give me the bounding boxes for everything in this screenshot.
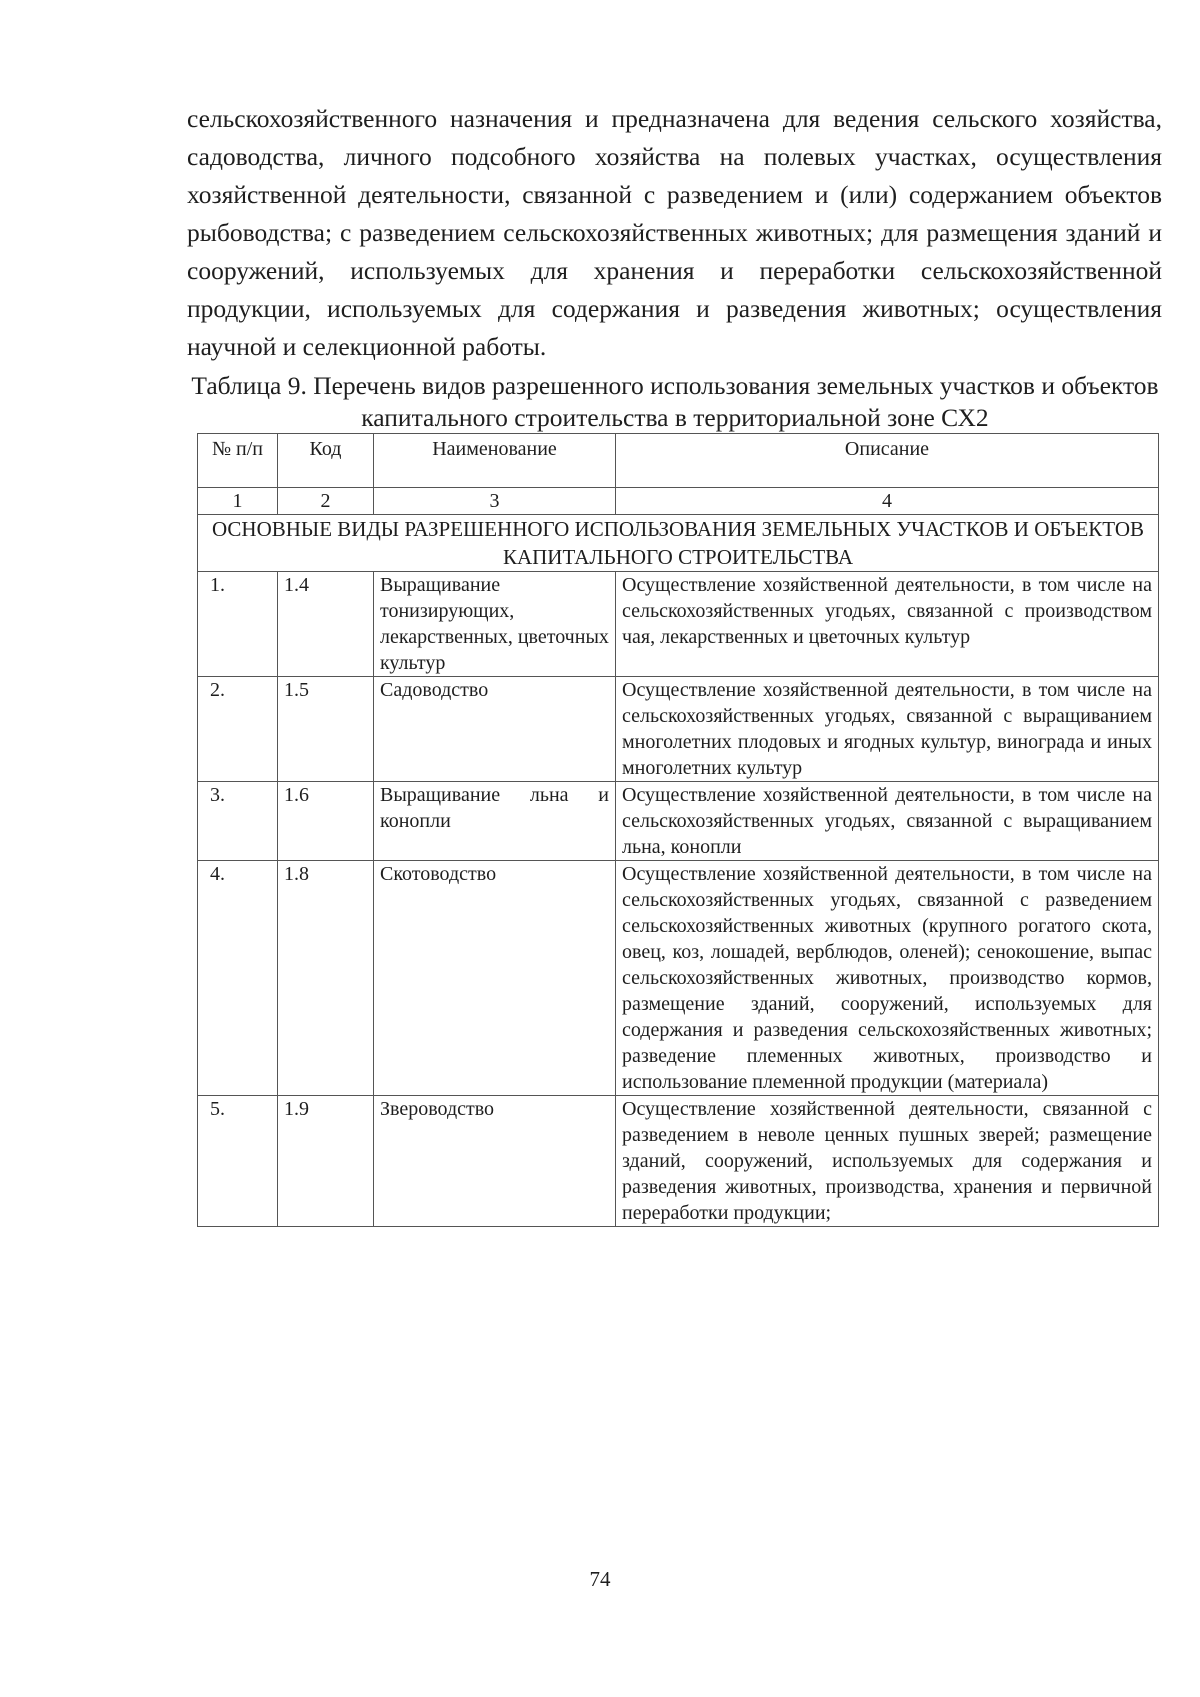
table-row [198,782,1159,861]
intro-paragraph: сельскохозяйственного назначения и предназначена для ведения сельского хозяйства, садоводства, личного подсобного хозяйства на полевых участках, осуществления хозяйственной деятельности, связанной с разведением и (или) содержанием объектов рыбоводства; с разведением сельскохозяйственных животных; для размещения зданий и сооружений, используемых для хранения и переработки сельскохозяйственной продукции, используемых для содержания и разведения животных; осуществления научной и селекционной работы. [187,104,1162,361]
header-description: Описание [616,434,1159,488]
row-description: Осуществление хозяйственной деятельности, в том числе на сельскохозяйственных угодьях, связанной с производством чая, лекарственных и цветочных культур [616,572,1159,677]
table-header-row [198,434,1159,488]
row-name: Выращивание тонизирующих, лекарственных, цветочных культур [374,572,616,677]
row-code: 1.8 [278,861,374,1096]
land-use-table [197,433,1159,1227]
row-number: 3. [198,782,278,861]
row-name: Выращивание льна и конопли [374,782,616,861]
header-code: Код [278,434,374,488]
section-title: ОСНОВНЫЕ ВИДЫ РАЗРЕШЕННОГО ИСПОЛЬЗОВАНИЯ ЗЕМЕЛЬНЫХ УЧАСТКОВ И ОБЪЕКТОВ КАПИТАЛЬНОГО СТРОИТЕЛЬСТВА [198,515,1159,572]
table-row [198,677,1159,782]
header-name: Наименование [374,434,616,488]
row-name: Скотоводство [374,861,616,1096]
row-name: Садоводство [374,677,616,782]
column-number: 3 [374,488,616,515]
row-description: Осуществление хозяйственной деятельности, в том числе на сельскохозяйственных угодьях, связанной с выращиванием многолетних плодовых и ягодных культур, винограда и иных многолетних культур [616,677,1159,782]
row-description: Осуществление хозяйственной деятельности, в том числе на сельскохозяйственных угодьях, связанной с выращиванием льна, конопли [616,782,1159,861]
row-code: 1.4 [278,572,374,677]
column-number: 2 [278,488,374,515]
row-description: Осуществление хозяйственной деятельности, связанной с разведением в неволе ценных пушных зверей; размещение зданий, сооружений, используемых для содержания и разведения животных, производства, хранения и первичной переработки продукции; [616,1096,1159,1227]
row-number: 5. [198,1096,278,1227]
row-code: 1.9 [278,1096,374,1227]
column-number: 4 [616,488,1159,515]
column-number-row [198,488,1159,515]
section-row [198,515,1159,572]
row-name: Звероводство [374,1096,616,1227]
header-num: № п/п [198,434,278,488]
table-row [198,1096,1159,1227]
column-number: 1 [198,488,278,515]
row-code: 1.5 [278,677,374,782]
table-row [198,572,1159,677]
row-code: 1.6 [278,782,374,861]
table-row [198,861,1159,1096]
row-number: 1. [198,572,278,677]
row-number: 4. [198,861,278,1096]
row-number: 2. [198,677,278,782]
page-number: 74 [589,1567,611,1591]
row-description: Осуществление хозяйственной деятельности, в том числе на сельскохозяйственных угодьях, связанной с разведением сельскохозяйственных животных (крупного рогатого скота, овец, коз, лошадей, верблюдов, оленей); сенокошение, выпас сельскохозяйственных животных, производство кормов, размещение зданий, сооружений, используемых для содержания и разведения сельскохозяйственных животных; разведение племенных животных, производство и использование племенной продукции (материала) [616,861,1159,1096]
table-caption: Таблица 9. Перечень видов разрешенного использования земельных участков и объектов капитального строительства в территориальной зоне СХ2 [191,371,1159,432]
